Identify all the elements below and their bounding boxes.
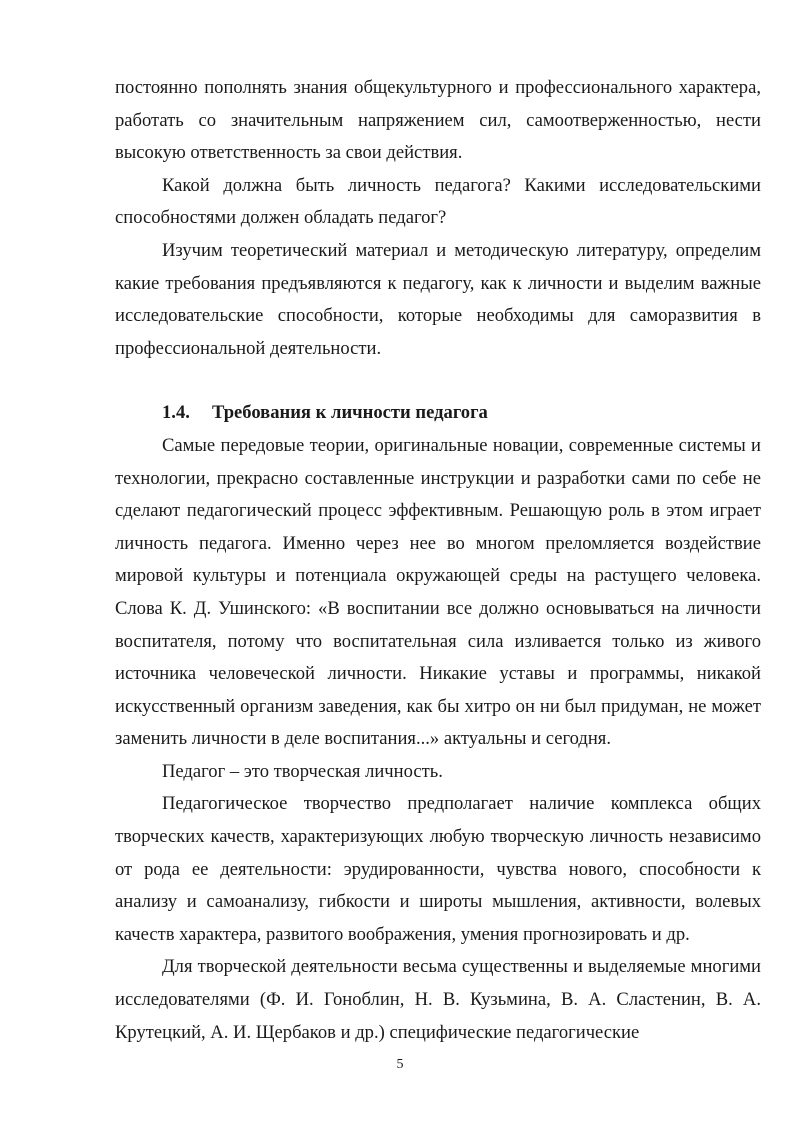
paragraph-ushinsky-quote: Самые передовые теории, оригинальные новации, современные системы и технологии, прекрасно составленные инструкции и разработки сами по себе не сделают педагогический процесс эффективным. Решающую роль в этом играет личность педагога. Именно через нее во многом преломляется воздействие мировой культуры и потенциала окружающей среды на растущего человека. Слова К. Д. Ушинского: «В воспитании все должно основываться на личности воспитателя, потому что воспитательная сила изливается только из живого источника человеческой личности. Никакие уставы и программы, никакой искусственный организм заведения, как бы хитро он ни был придуман, не может заменить личности в деле воспитания...» актуальны и сегодня. [115, 434, 761, 750]
section-heading [115, 397, 761, 430]
paragraph-continuation: постоянно пополнять знания общекультурного и профессионального характера, работать со значительным напряжением сил, самоотверженностью, нести высокую ответственность за свои действия. [115, 77, 761, 164]
section-title: Требования к личности педагога [212, 402, 488, 424]
section-number: 1.4. [162, 402, 190, 424]
paragraph-researchers: Для творческой деятельности весьма существенны и выделяемые многими исследователями (Ф. И. Гоноблин, Н. В. Кузьмина, В. А. Сластенин, В. А. Крутецкий, А. И. Щербаков и др.) специфические педагогические [115, 956, 761, 1043]
paragraph-study-plan: Изучим теоретический материал и методическую литературу, определим какие требования предъявляются к педагогу, как к личности и выделим важные исследовательские способности, которые необходимы для саморазвития в профессиональной деятельности. [115, 239, 761, 359]
paragraph-creative-personality: Педагог – это творческая личность. [162, 760, 443, 782]
paragraph-questions: Какой должна быть личность педагога? Какими исследовательскими способностями должен обладать педагог? [115, 174, 761, 229]
paragraph-creative-qualities: Педагогическое творчество предполагает наличие комплекса общих творческих качеств, характеризующих любую творческую личность независимо от рода ее деятельности: эрудированности, чувства нового, способности к анализу и самоанализу, гибкости и широты мышления, активности, волевых качеств характера, развитого воображения, умения прогнозировать и др. [115, 793, 761, 945]
page-body [115, 72, 761, 1049]
page-number: 5 [396, 1057, 404, 1072]
